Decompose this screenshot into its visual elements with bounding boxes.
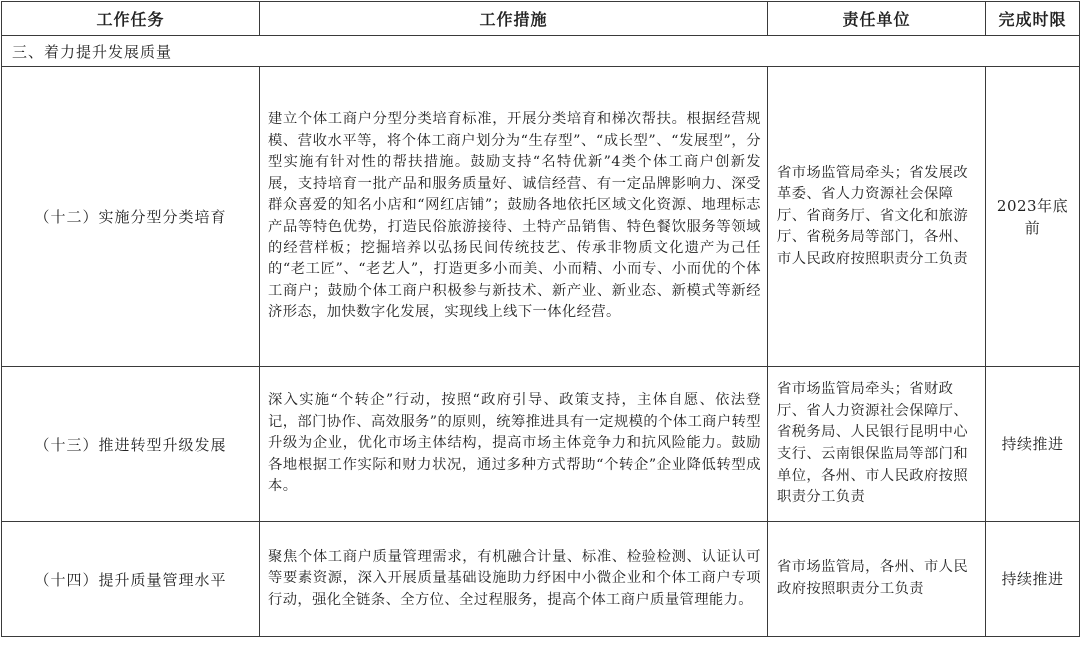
table-row	[2, 367, 1080, 522]
unit-cell: 省市场监管局，各州、市人民政府按照职责分工负责	[768, 522, 986, 637]
table-row	[2, 67, 1080, 367]
task-cell: （十二）实施分型分类培育	[2, 67, 260, 367]
measures-cell: 聚焦个体工商户质量管理需求，有机融合计量、标准、检验检测、认证认可等要素资源，深入开展质量基础设施助力纾困中小微企业和个体工商户专项行动，强化全链条、全方位、全过程服务，提高个体工商户质量管理能力。	[260, 522, 768, 637]
task-cell: （十四）提升质量管理水平	[2, 522, 260, 637]
deadline-cell: 持续推进	[986, 522, 1080, 637]
measures-cell: 深入实施“个转企”行动，按照“政府引导、政策支持，主体自愿、依法登记，部门协作、高效服务”的原则，统筹推进具有一定规模的个体工商户转型升级为企业，优化市场主体结构，提高市场主体竞争力和抗风险能力。鼓励各地根据工作实际和财力状况，通过多种方式帮助“个转企”企业降低转型成本。	[260, 367, 768, 522]
section-title: 三、着力提升发展质量	[2, 36, 1080, 67]
unit-cell: 省市场监管局牵头；省发展改革委、省人力资源社会保障厅、省商务厅、省文化和旅游厅、省税务局等部门，各州、市人民政府按照职责分工负责	[768, 67, 986, 367]
table-row	[2, 522, 1080, 637]
task-cell: （十三）推进转型升级发展	[2, 367, 260, 522]
header-deadline: 完成时限	[986, 2, 1080, 36]
deadline-cell: 持续推进	[986, 367, 1080, 522]
header-task: 工作任务	[2, 2, 260, 36]
header-unit: 责任单位	[768, 2, 986, 36]
section-row	[2, 36, 1080, 67]
header-row	[2, 2, 1080, 36]
unit-cell: 省市场监管局牵头；省财政厅、省人力资源社会保障厅、省税务局、人民银行昆明中心支行、云南银保监局等部门和单位，各州、市人民政府按照职责分工负责	[768, 367, 986, 522]
work-plan-table	[1, 1, 1080, 637]
header-measures: 工作措施	[260, 2, 768, 36]
measures-cell: 建立个体工商户分型分类培育标准，开展分类培育和梯次帮扶。根据经营规模、营收水平等，将个体工商户划分为“生存型”、“成长型”、“发展型”，分型实施有针对性的帮扶措施。鼓励支持“名特优新”4类个体工商户创新发展，支持培育一批产品和服务质量好、诚信经营、有一定品牌影响力、深受群众喜爱的知名小店和“网红店铺”；鼓励各地依托区域文化资源、地理标志产品等特色优势，打造民俗旅游接待、土特产品销售、特色餐饮服务等领域的经营样板；挖掘培养以弘扬民间传统技艺、传承非物质文化遗产为己任的“老工匠”、“老艺人”，打造更多小而美、小而精、小而专、小而优的个体工商户；鼓励个体工商户积极参与新技术、新产业、新业态、新模式等新经济形态，加快数字化发展，实现线上线下一体化经营。	[260, 67, 768, 367]
deadline-cell: 2023年底前	[986, 67, 1080, 367]
